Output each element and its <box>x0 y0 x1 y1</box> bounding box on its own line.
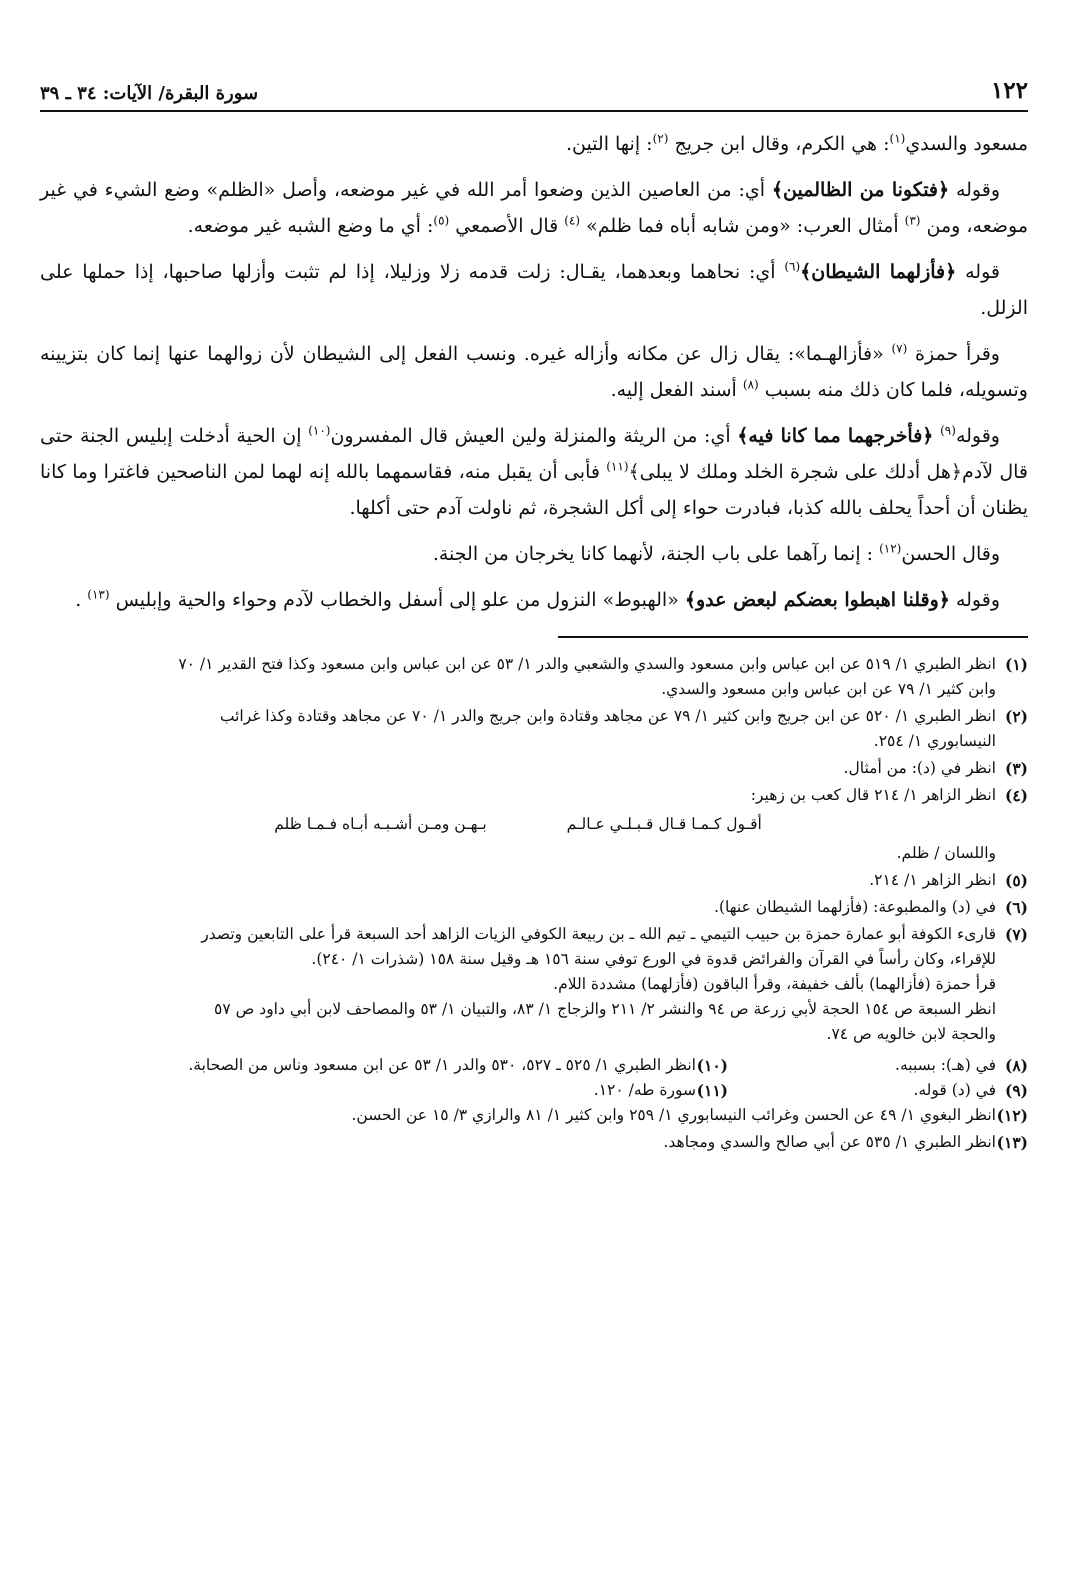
text-run: أي: من العاصين الذين وضعوا أمر الله في غير موضعه، وأصل «الظلم» وضع الشيء في غير موضعه، ومن <box>40 179 1028 237</box>
text-run: : إنما رآهما على باب الجنة، لأنهما كانا يخرجان من الجنة. <box>432 543 880 565</box>
footnote-1: (١) انظر الطبري ١/ ٥١٩ عن ابن عباس وابن مسعود والسدي والشعبي والدر ١/ ٥٣ عن ابن عباس وابن مسعود وكذا فتح القدير ١/ ٧٠ وابن كثير ١/ ٧٩ عن ابن عباس وابن مسعود والسدي. <box>178 655 1028 698</box>
text-run: : أي ما وضع الشبه غير موضعه. <box>187 215 434 237</box>
footnote-ref[interactable]: (٦) <box>784 259 801 274</box>
poem-verse <box>40 812 996 837</box>
main-text <box>40 126 1028 618</box>
text-run: «فأزالهـما»: يقال زال عن مكانه وأزاله غيره. ونسب الفعل إلى الشيطان لأن زوالهما عنها إنما كان بتزيينه وتسويله، فلما كان ذلك منه بسبب <box>40 343 1028 401</box>
footnote-5: (٥) انظر الزاهر ١/ ٢١٤. <box>869 871 1028 890</box>
text-run: أسند الفعل إليه. <box>610 379 743 401</box>
footnote-11: (١١) سورة طه/ ١٢٠. <box>593 1081 728 1100</box>
footnotes <box>40 652 1028 1155</box>
footnote-ref[interactable]: (١٠) <box>308 423 331 438</box>
footnote-row-8-10 <box>40 1053 1028 1078</box>
paragraph-1 <box>40 126 1028 162</box>
footnote-ref[interactable]: (٤) <box>564 213 581 228</box>
text-run: إن الحية أدخلت إبليس الجنة حتى قال لآدم﴿هل أدلك على شجرة الخلد وملك لا يبلى﴾ <box>40 425 1029 483</box>
footnote-ref[interactable]: (٧) <box>891 341 908 356</box>
surah-title: سورة البقرة/ الآيات: ٣٤ ـ ٣٩ <box>40 83 259 104</box>
footnote-ref[interactable]: (٨) <box>742 377 759 392</box>
footnote-ref[interactable]: (٣) <box>904 213 921 228</box>
footnote-ref[interactable]: (٢) <box>652 131 669 146</box>
paragraph-7 <box>40 582 1028 618</box>
text-run: قال الأصمعي <box>449 215 565 237</box>
poem-hemistich-left: بـهـن ومـن أشـبـه أبـاه فـمـا ظلم <box>274 815 487 833</box>
footnote-ref[interactable]: (٩) <box>940 423 956 438</box>
text-run: أي: من الريثة والمنزلة ولين العيش قال المفسرون <box>330 425 738 447</box>
page-number: ١٢٢ <box>990 77 1028 104</box>
text-run: وقوله <box>949 179 1000 201</box>
text-run: أمثال العرب: «ومن شابه أباه فما ظلم» <box>580 215 905 237</box>
page <box>40 70 1028 1583</box>
poem-hemistich-right: أقـول كـمـا قـال قـبـلـي عـالـم <box>566 815 762 833</box>
footnote-7: (٧) قارىء الكوفة أبو عمارة حمزة بن حبيب التيمي ـ تيم الله ـ بن ربيعة الكوفي الزيات الزاهد أحد السبعة قرأ على التابعين وتصدر للإقراء، وكان رأساً في القرآن والفرائض قدوة في الورع توفي سنة ١٥٦ هـ وقيل سنة ١٥٨ (شذرات ١/ ٢٤٠). قرأ حمزة (فأزالهما) بألف خفيفة، وقرأ الباقون (فأزلهما) مشددة اللام. انظر السبعة ص ١٥٤ الحجة لأبي زرعة ص ٩٤ والنشر ٢/ ٢١١ والزجاج ١/ ٨٣، والتبيان ١/ ٥٣ والمصاحف لابن أبي داود ص ٥٧ والحجة لابن خالويه ص ٧٤. <box>201 925 1028 1043</box>
footnote-4: (٤) انظر الزاهر ١/ ٢١٤ قال كعب بن زهير: أقـول كـمـا قـال قـبـلـي عـالـم بـهـن ومـن أشـبـه أبـاه فـمـا ظلم واللسان / ظلم. <box>40 783 1028 866</box>
quran-quote: ﴿وقلنا اهبطوا بعضكم لبعض عدو﴾ <box>684 589 950 611</box>
paragraph-2 <box>40 172 1028 244</box>
footnote-ref[interactable]: (٥) <box>433 213 450 228</box>
footnote-3: (٣) انظر في (د): من أمثال. <box>843 759 1028 778</box>
text-run: . <box>75 589 88 611</box>
page-header <box>40 70 1028 112</box>
footnote-row-9-11 <box>40 1078 1028 1103</box>
text-run: أي: نحاهما وبعدهما، يقـال: زلت قدمه زلا وزليلا، إذا لم تثبت وأزلها صاحبها، إذا حملها على الزلل. <box>40 261 1028 319</box>
footnote-8: (٨) في (هـ): بسببه. <box>895 1056 1028 1075</box>
footnote-ref[interactable]: (١٣) <box>87 587 110 602</box>
text-run: وقرأ حمزة <box>907 343 1000 365</box>
footnote-13: (١٣) انظر الطبري ١/ ٥٣٥ عن أبي صالح والسدي ومجاهد. <box>663 1133 1028 1152</box>
footnote-divider <box>558 636 1028 638</box>
paragraph-5 <box>40 418 1028 526</box>
text-run: قوله <box>956 261 1000 283</box>
text-run: مسعود والسدي <box>905 133 1028 155</box>
footnote-ref[interactable]: (١٢) <box>879 541 902 556</box>
text-run: وقوله <box>955 425 1000 447</box>
footnote-ref[interactable]: (١١) <box>606 459 629 474</box>
paragraph-6 <box>40 536 1028 572</box>
text-run: فأبى أن يقبل منه، فقاسمهما بالله إنه لهما لمن الناصحين فاغترا وما كانا يظنان أن أحداً يحلف بالله كذبا، فبادرت حواء إلى أكل الشجرة، ثم ناولت آدم حتى أكلها. <box>40 461 1028 519</box>
quran-quote: ﴿فتكونا من الظالمين﴾ <box>771 179 950 201</box>
footnote-10: (١٠) انظر الطبري ١/ ٥٢٥ ـ ٥٢٧، ٥٣٠ والدر ١/ ٥٣ عن ابن مسعود وناس من الصحابة. <box>188 1056 728 1075</box>
text-run: : هي الكرم، وقال ابن جريج <box>668 133 890 155</box>
text-run: وقال الحسن <box>901 543 1000 565</box>
quran-quote: ﴿فأزلهما الشيطان﴾ <box>800 261 957 283</box>
footnote-6: (٦) في (د) والمطبوعة: (فأزلهما الشيطان عنها). <box>714 898 1028 917</box>
paragraph-3 <box>40 254 1028 326</box>
footnote-12: (١٢) انظر البغوي ١/ ٤٩ عن الحسن وغرائب النيسابوري ١/ ٢٥٩ وابن كثير ١/ ٨١ والرازي ٣/ ١٥ عن الحسن. <box>351 1106 1028 1125</box>
quran-quote: ﴿فأخرجهما مما كانا فيه﴾ <box>737 425 934 447</box>
footnote-ref[interactable]: (١) <box>889 131 906 146</box>
text-run: «الهبوط» النزول من علو إلى أسفل والخطاب لآدم وحواء والحية وإبليس <box>109 589 685 611</box>
paragraph-4 <box>40 336 1028 408</box>
footnote-9: (٩) في (د) قوله. <box>913 1081 1028 1100</box>
footnote-2: (٢) انظر الطبري ١/ ٥٢٠ عن ابن جريج وابن كثير ١/ ٧٩ عن مجاهد وقتادة وابن جريج والدر ١/ ٧٠ عن مجاهد وقتادة وكذا غرائب النيسابوري ١/ ٢٥٤. <box>219 707 1028 750</box>
text-run: وقوله <box>949 589 1000 611</box>
text-run: : إنها التين. <box>565 133 653 155</box>
